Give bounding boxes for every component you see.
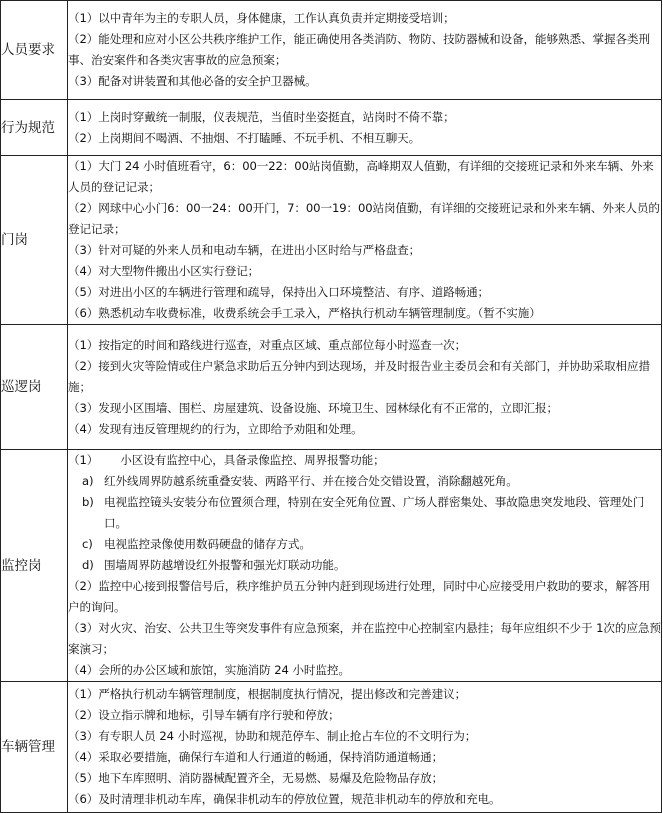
section-row-gate	[1, 156, 662, 325]
sub-item-text: 电视监控录像使用数码硬盘的储存方式。	[104, 537, 311, 551]
list-item: （1）按指定的时间和路线进行巡查，对重点区域、重点部位每小时巡查一次；	[68, 337, 467, 352]
section-label: 门岗	[1, 156, 68, 325]
list-item: （2）监控中心接到报警信号后，秩序维护员五分钟内赶到现场进行处理，同时中心应接受用户救助的要求，解答用户的询问。	[68, 579, 650, 614]
section-label: 监控岗	[1, 450, 68, 682]
list-item: （1）以中青年为主的专职人员，身体健康，工作认真负责并定期接受培训；	[68, 11, 455, 25]
section-content	[68, 156, 662, 325]
section-label: 车辆管理	[1, 682, 68, 813]
sub-item-marker: c)	[82, 537, 93, 551]
list-item: （4）会所的办公区域和旅馆，实施消防 24 小时监控。	[68, 663, 350, 677]
list-item: （6）及时清理非机动车库，确保非机动车的停放位置，规范非机动车的停放和充电。	[68, 792, 501, 806]
list-item	[68, 450, 661, 471]
sub-item-text: 电视监控镜头安装分布位置须合理，特别在安全死角位置、广场人群密集处、事故隐患突发地段、管理处门口。	[104, 495, 645, 530]
list-item: （1）大门 24 小时值班看守，6：00一22：00站岗值勤，高峰期双人值勤，有详细的交接班记录和外来车辆、外来人员的登记记录；	[68, 159, 654, 194]
list-item: （3）配备对讲装置和其他必备的安全护卫器械。	[68, 74, 317, 88]
section-content	[68, 450, 662, 682]
list-item: （1）上岗时穿戴统一制服，仪表规范，当值时坐姿挺直，站岗时不倚不靠；	[68, 109, 455, 124]
list-item: （2）接到火灾等险情或住户紧急求助后五分钟内到达现场，并及时报告业主委员会和有关部门，并协助采取相应措施；	[68, 358, 650, 394]
section-label: 人员要求	[1, 1, 68, 100]
sub-item-marker: b)	[82, 495, 94, 509]
list-item: （2）上岗期间不喝酒、不抽烟、不打瞌睡、不玩手机、不相互聊天。	[68, 130, 421, 145]
section-row-vehicle	[1, 682, 662, 813]
sub-list-item	[68, 492, 661, 534]
list-item: （5）地下车库照明、消防器械配置齐全，无易燃、易爆及危险物品存放；	[68, 771, 444, 785]
list-item: （3）发现小区围墙、围栏、房屋建筑、设备设施、环境卫生、园林绿化有不正常的，立即汇报；	[68, 400, 559, 415]
section-row-personnel	[1, 1, 662, 100]
sub-list-item	[68, 471, 661, 492]
list-item: （3）针对可疑的外来人员和电动车辆，在进出小区时给与严格盘查；	[68, 243, 421, 257]
list-item: （1）严格执行机动车辆管理制度，根据制度执行情况，提出修改和完善建议；	[68, 687, 467, 701]
section-content	[68, 682, 662, 813]
section-content	[68, 100, 662, 156]
list-item: （4）采取必要措施，确保行车道和人行通道的畅通，保持消防通道畅通；	[68, 750, 444, 764]
section-label: 巡逻岗	[1, 325, 68, 450]
list-item: （5）对进出小区的车辆进行管理和疏导，保持出入口环境整洁、有序、道路畅通；	[68, 285, 490, 299]
sub-list-item	[68, 534, 661, 555]
list-item: （4）对大型物件搬出小区实行登记；	[68, 264, 260, 278]
sub-list-item	[68, 555, 661, 576]
list-item: （2）网球中心小门6：00一24：00开门，7：00一19：00站岗值勤，有详细的交接班记录和外来车辆、外来人员的登记记录；	[68, 201, 660, 236]
item-text: 小区设有监控中心，具备录像监控、周界报警功能；	[120, 453, 385, 467]
section-row-monitoring	[1, 450, 662, 682]
list-item: （3）有专职人员 24 小时巡视，协助和规范停车、制止抢占车位的不文明行为；	[68, 729, 477, 743]
sub-item-marker: d)	[82, 558, 94, 572]
list-item: （2）能处理和应对小区公共秩序维护工作，能正确使用各类消防、物防、技防器械和设备，能够熟悉、掌握各类刑事、治安案件和各类灾害事故的应急预案；	[68, 32, 650, 67]
section-content	[68, 325, 662, 450]
sub-item-marker: a)	[82, 474, 94, 488]
section-row-conduct	[1, 100, 662, 156]
sub-item-text: 红外线周界防越系统重叠安装、两路平行、并在接合处交错设置，消除翻越死角。	[104, 474, 518, 488]
list-item: （3）对火灾、治安、公共卫生等突发事件有应急预案，并在监控中心控制室内悬挂；每年应组织不少于 1次的应急预案演习；	[68, 621, 661, 656]
list-item: （6）熟悉机动车收费标准，收费系统会手工录入，严格执行机动车辆管理制度。（暂不实施）	[68, 306, 541, 320]
item-marker: （1）	[68, 453, 99, 467]
list-item: （4）发现有违反管理规约的行为，立即给予劝阻和处理。	[68, 421, 363, 436]
list-item: （2）设立指示牌和地标，引导车辆有序行驶和停放；	[68, 708, 340, 722]
sub-item-text: 围墙周界防越增设红外报警和强光灯联动功能。	[104, 558, 346, 572]
section-row-patrol	[1, 325, 662, 450]
section-label: 行为规范	[1, 100, 68, 156]
section-content	[68, 1, 662, 100]
